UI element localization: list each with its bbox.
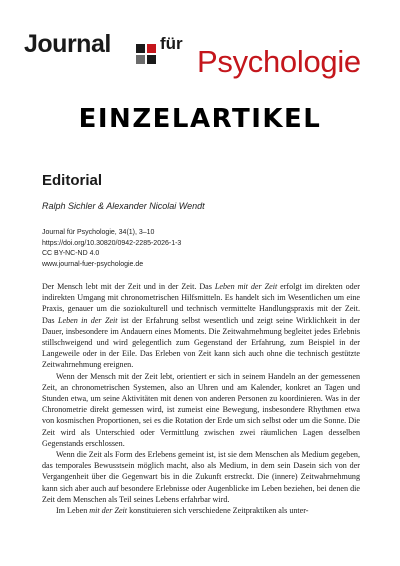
journal-logo [24,28,394,80]
license-line: CC BY-NC-ND 4.0 [42,250,100,258]
article-authors: Ralph Sichler & Alexander Nicolai Wendt [42,201,205,211]
logo-journal-text: Journal [24,30,111,58]
logo-fuer-text: für [160,34,183,53]
citation-line: Journal für Psychologie, 34(1), 3–10 [42,229,155,236]
logo-psychologie-text: Psychologie [197,44,361,79]
section-heading: EINZELARTIKEL [78,104,322,134]
website-link[interactable]: www.journal-fuer-psychologie.de [42,260,144,268]
body-paragraph-3: Wenn die Zeit als Form des Erlebens gemeint ist, ist sie dem Menschen als Medium gegeben, das temporales Bewusstsein möglich macht, also als Medium, in dem sein Dasein sich von der Vergangenheit über die Gegenwart bis in die Zukunft erstreckt. Die (innere) Zeitwahrnehmung kann sich aber auch auf besondere Erlebnisse oder Augenblicke im Leben beziehen, bei denen die Zeit dem Menschen als Teil seines Lebens erfahrbar wird. [42,450,360,504]
logo-blocks-icon [136,44,157,64]
article-body [42,281,360,516]
article-title: Editorial [42,172,103,189]
body-paragraph-1: Der Mensch lebt mit der Zeit und in der Zeit. Das Leben mit der Zeit erfolgt im direkten oder indirekten Umgang mit chronometrischen Hilfsmitteln. Es handelt sich im Wesentlichen um eine Praxis, genauer um die soziokulturell und technisch vermittelte Handlungspraxis mit der Zeit. Das Leben in der Zeit ist der Erfahrung selbst wesentlich und zeigt seine Wirklichkeit in der Dauer, insbesondere im Andauern eines Moments. Die Zeitwahrnehmung begleitet jedes Erlebnis stillschweigend und wird gelegentlich zum Gegenstand der Erfahrung, zum Beispiel in der Langeweile oder in der Eile. Das Erleben von Zeit kann sich auch ohne die technisch gestützte Zeitwahrnehmung ereignen. [42,282,360,370]
doi-link[interactable]: https://doi.org/10.30820/0942-2285-2026-1-3 [42,239,182,247]
body-paragraph-4: Im Leben mit der Zeit konstituieren sich verschiedene Zeitpraktiken als unter- [56,506,309,516]
body-paragraph-2: Wenn der Mensch mit der Zeit lebt, orientiert er sich in seinem Handeln an der gemessenen Zeit, an chronometrischen Systemen, also an Uhren und am Kalender, konkret an Tagen und Stunden etwa, um seine Aktivitäten mit denen von anderen Personen zu koordinieren. Was in der Chronometrie direkt gemessen wird, ist zumeist eine Bewegung, insbesondere Rhythmen etwa von kosmischen Proportionen, sei es die Rotation der Erde um sich selbst oder um die Sonne. Die Zeit wird als Unterschied oder Vermittlung zwischen zwei räumlichen Lagen desselben Gegenstands erschlossen. [42,371,360,448]
article-meta [42,228,181,270]
